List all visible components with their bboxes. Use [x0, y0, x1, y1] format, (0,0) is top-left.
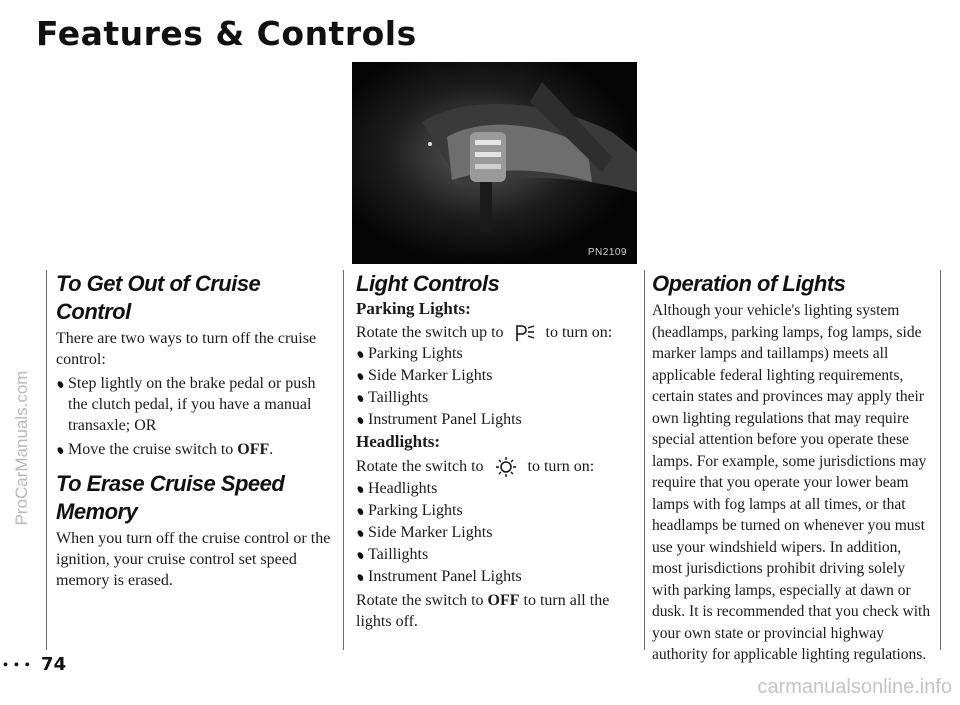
lights-off-before: Rotate the switch to [356, 592, 484, 610]
list-item: Side Marker Lights [356, 522, 640, 544]
left-column [56, 270, 338, 591]
list-item: Instrument Panel Lights [356, 409, 640, 431]
cruise-off-intro: There are two ways to turn off the cruise control: [56, 330, 317, 368]
operation-heading: Operation of Lights [652, 271, 846, 296]
column-divider-mid [343, 270, 344, 650]
page-title: Features & Controls [36, 14, 417, 53]
list-item: Side Marker Lights [356, 365, 640, 387]
list-item: Instrument Panel Lights [356, 566, 640, 588]
switch-photo-art [352, 62, 637, 264]
erase-memory-heading: To Erase Cruise Speed Memory [56, 471, 285, 524]
parking-lights-list [356, 343, 640, 431]
erase-memory-text: When you turn off the cruise control or the ignition, your cruise control set speed memory is erased. [56, 530, 331, 589]
list-item: Step lightly on the brake pedal or push the clutch pedal, if you have a manual transaxle; OR [56, 373, 338, 436]
watermark-left: ProCarManuals.com [12, 370, 31, 526]
lights-off-text [356, 590, 640, 632]
column-divider-far-right [940, 270, 941, 650]
lights-off-after: to turn all the lights off. [356, 592, 610, 631]
middle-column [356, 270, 640, 632]
headlights-subheading: Headlights: [356, 432, 441, 451]
switch-photo [352, 62, 637, 264]
lights-off-word: OFF [487, 592, 520, 610]
headlights-icon [494, 456, 518, 478]
cruise-off-word: OFF [237, 441, 270, 458]
cruise-off-list [56, 373, 338, 460]
cruise-off-heading: To Get Out of Cruise Control [56, 271, 261, 324]
headlights-intro-before: Rotate the switch to [356, 458, 484, 475]
headlights-intro-after: to turn on: [527, 458, 595, 475]
list-item: Parking Lights [356, 500, 640, 522]
right-column [652, 270, 934, 666]
photo-code: PN2109 [587, 247, 627, 258]
parking-lights-intro [356, 322, 640, 343]
list-item: Headlights [356, 478, 640, 500]
headlights-intro [356, 456, 640, 478]
page-number: 74 [41, 654, 67, 675]
list-item: Parking Lights [356, 343, 640, 365]
parking-intro-before: Rotate the switch up to [356, 324, 504, 341]
headlights-list [356, 478, 640, 588]
parking-lights-icon [514, 324, 536, 342]
light-controls-heading: Light Controls [356, 271, 500, 296]
column-divider-right [644, 270, 645, 650]
list-item: Move the cruise switch to OFF. [56, 439, 338, 460]
page-footer [2, 654, 66, 675]
column-divider-left [46, 270, 47, 650]
footer-dots: • • • [2, 658, 31, 672]
list-item: Taillights [356, 544, 640, 566]
watermark-bottom: carmanualsonline.info [757, 676, 952, 698]
operation-text: Although your vehicle's lighting system (headlamps, parking lamps, fog lamps, side marker lamps and taillamps) meets all applicable federal lighting requirements, certain states and provinces may apply their own lighting regulations that may require special attention before you operate these lamps. For example, some jurisdictions may require that you operate your lower beam lamps with fog lamps at all times, or that headlamps be turned on whenever you must use your windshield wipers. In addition, most jurisdictions prohibit driving solely with parking lamps, especially at dawn or dusk. It is recommended that you check with your own state or provincial highway authority for applicable lighting regulations. [652, 302, 931, 663]
parking-intro-after: to turn on: [545, 324, 613, 341]
list-item: Taillights [356, 387, 640, 409]
parking-lights-subheading: Parking Lights: [356, 299, 471, 318]
